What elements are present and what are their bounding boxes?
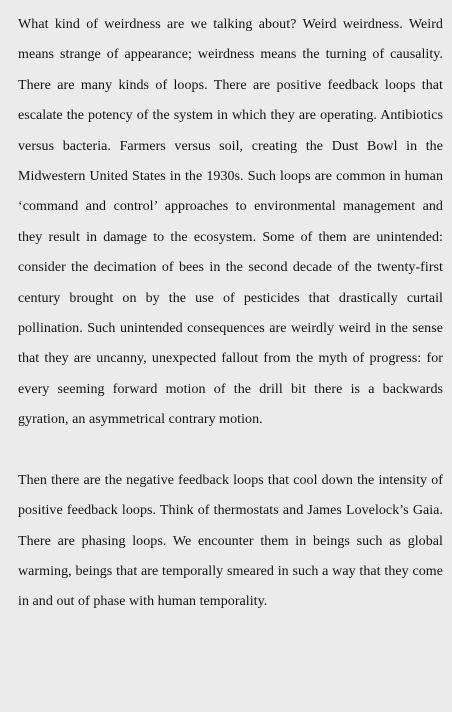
paragraph-negative-feedback: Then there are the negative feedback loops that cool down the intensity of positive feedback loops. Think of thermostats and James Lovelock’s Gaia. There are phasing loops. We encounter them in beings such as global warming, beings that are temporally smeared in such a way that they come in and out of phase with human temporality. — [18, 472, 443, 610]
paragraph-weirdness-loops: What kind of weirdness are we talking about? Weird weirdness. Weird means strange of appearance; weirdness means the turning of causality. There are many kinds of loops. There are positive feedback loops that escalate the potency of the system in which they are operating. Antibiotics versus bacteria. Farmers versus soil, creating the Dust Bowl in the Midwestern United States in the 1930s. Such loops are common in human ‘command and control’ approaches to environmental management and they result in damage to the ecosystem. Some of them are unintended: consider the decimation of bees in the second decade of the twenty-first century brought on by the use of pesticides that drastically curtail pollination. Such unintended consequences are weirdly weird in the sense that they are uncanny, unexpected fallout from the myth of progress: for every seeming forward motion of the drill bit there is a backwards gyration, an asymmetrical contrary motion. — [18, 17, 443, 428]
